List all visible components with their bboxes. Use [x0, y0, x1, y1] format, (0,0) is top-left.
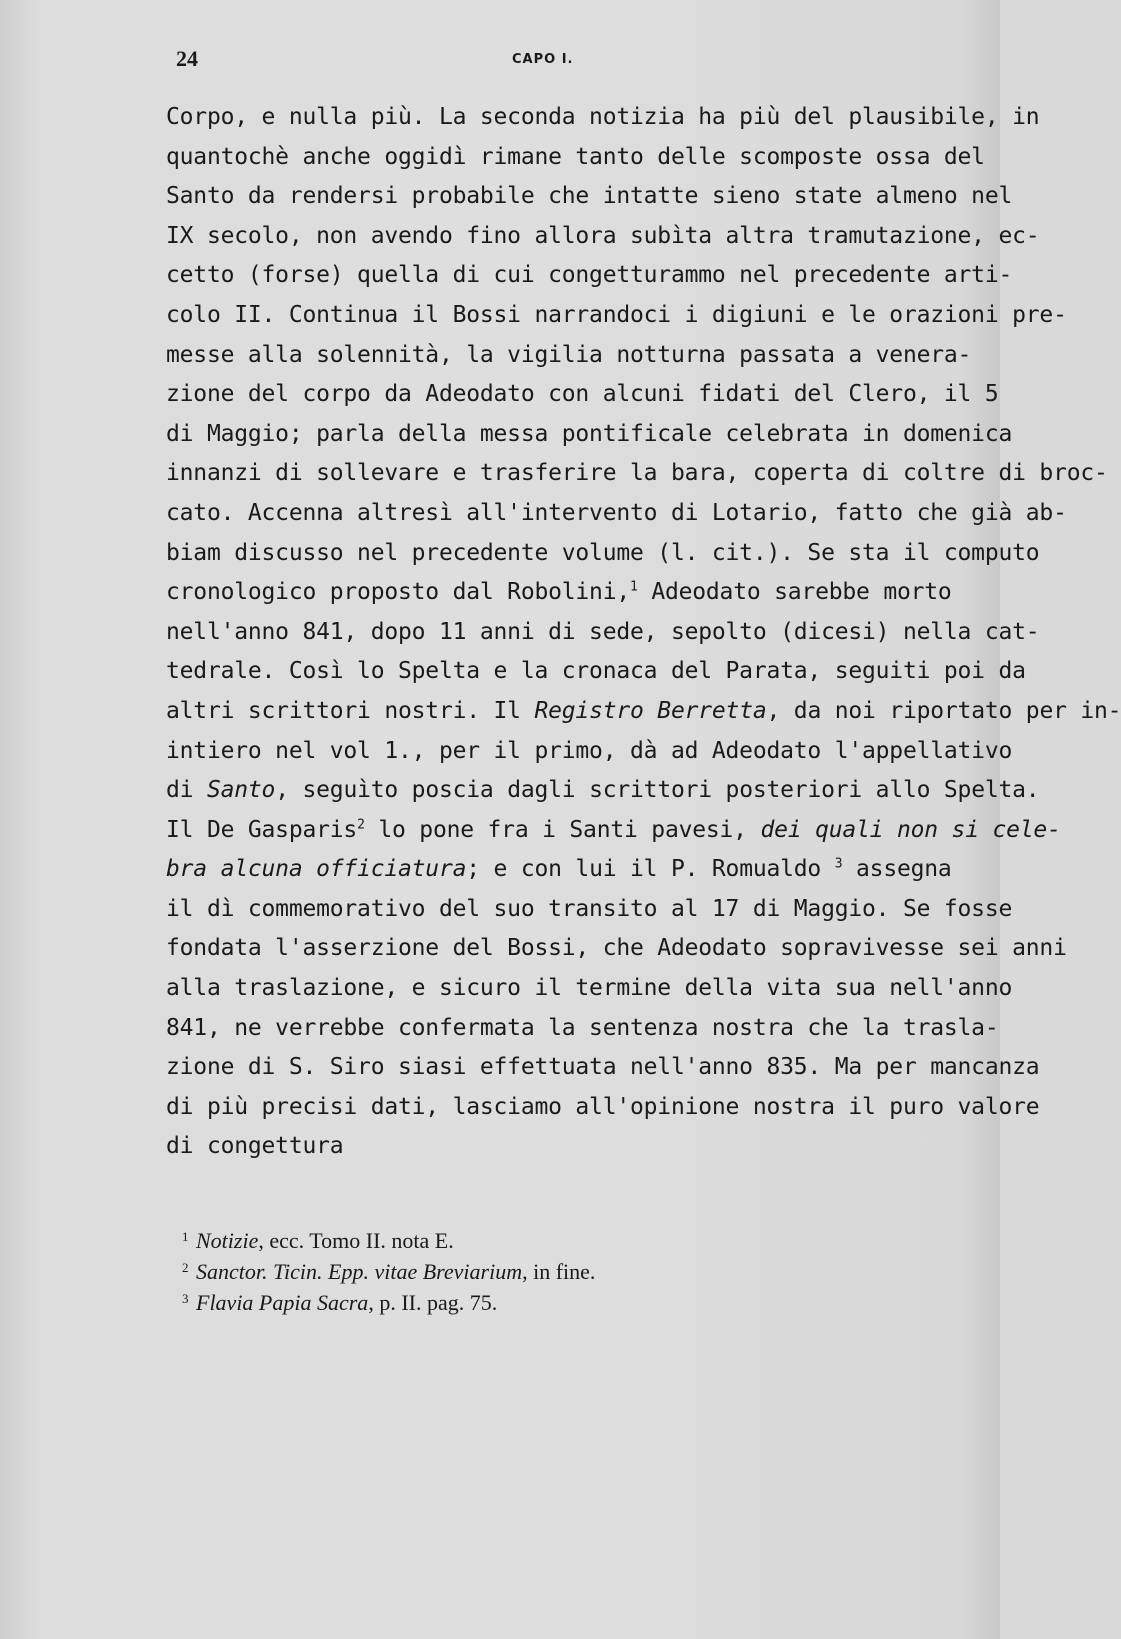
text-line: di Maggio; parla della messa pontificale celebrata in domenica: [166, 420, 1013, 447]
footnote-3: [182, 1287, 796, 1318]
text-line: innanzi di sollevare e trasferire la bara, coperta di coltre di broc-: [166, 460, 1108, 487]
footnote-2: [182, 1256, 796, 1287]
text-line: quantochè anche oggidì rimane tanto delle scomposte ossa del: [166, 143, 985, 170]
italic-phrase: bra alcuna officiatura: [166, 856, 467, 883]
italic-phrase: dei quali non si cele-: [760, 816, 1061, 843]
footnote-mark: 1: [182, 1229, 189, 1244]
text-line: zione di S. Siro siasi effettuata nell'anno 835. Ma per mancanza: [166, 1054, 1040, 1081]
footnote-1: [182, 1225, 796, 1256]
footnote-mark: 2: [182, 1260, 189, 1275]
text-fragment: ; e con lui il P. Romualdo: [466, 856, 822, 883]
text-line: il dì commemorativo del suo transito al 17 di Maggio. Se fosse: [166, 895, 1013, 922]
footnote-mark: 3: [182, 1291, 189, 1306]
text-line: fondata l'asserzione del Bossi, che Adeodato sopravivesse sei anni: [166, 935, 1067, 962]
text-line: [166, 850, 952, 890]
text-fragment: cronologico proposto dal Robolini,: [166, 579, 631, 606]
text-line: tedrale. Così lo Spelta e la cronaca del Parata, seguiti poi da: [166, 658, 1026, 685]
text-line: intiero nel vol 1., per il primo, dà ad Adeodato l'appellativo: [166, 737, 1013, 764]
footnotes: [182, 1225, 796, 1318]
text-line: 841, ne verrebbe confermata la sentenza nostra che la trasla-: [166, 1014, 999, 1041]
italic-title: Registro Berretta: [534, 697, 767, 724]
text-line: cetto (forse) quella di cui congetturammo nel precedente arti-: [166, 262, 1013, 289]
text-line: zione del corpo da Adeodato con alcuni fidati del Clero, il 5: [166, 381, 999, 408]
text-line: colo II. Continua il Bossi narrandoci i digiuni e le orazioni pre-: [166, 301, 1067, 328]
footnote-title: Flavia Papia Sacra: [196, 1290, 369, 1315]
footnote-title: Notizie: [196, 1228, 259, 1253]
footnote-text: , in fine.: [522, 1259, 596, 1284]
text-line: [166, 573, 952, 613]
text-fragment: altri scrittori nostri. Il: [166, 697, 521, 724]
text-line: biam discusso nel precedente volume (l. cit.). Se sta il computo: [166, 539, 1040, 566]
footnote-text: , ecc. Tomo II. nota E.: [258, 1228, 454, 1253]
text-fragment: , seguìto poscia dagli scrittori posteriori allo Spelta.: [275, 777, 1040, 804]
text-line: alla traslazione, e sicuro il termine della vita sua nell'anno: [166, 975, 1013, 1002]
text-line: [166, 811, 1061, 851]
text-line: Santo da rendersi probabile che intatte sieno state almeno nel: [166, 183, 1013, 210]
text-line: [166, 771, 1040, 811]
footnote-text: , p. II. pag. 75.: [368, 1290, 498, 1315]
text-line: [166, 692, 1121, 732]
text-fragment: lo pone fra i Santi pavesi,: [364, 816, 761, 843]
running-head: CAPO I.: [512, 52, 574, 67]
italic-word: Santo: [206, 777, 276, 804]
footnote-ref: 2: [357, 817, 365, 833]
text-line: nell'anno 841, dopo 11 anni di sede, sepolto (dicesi) nella cat-: [166, 618, 1040, 645]
text-line: IX secolo, non avendo fino allora subìta altra tramutazione, ec-: [166, 222, 1040, 249]
page-header: [172, 46, 932, 76]
text-fragment: assegna: [842, 856, 952, 883]
text-line: di congettura: [166, 1133, 344, 1160]
text-line: Corpo, e nulla più. La seconda notizia ha più del plausibile, in: [166, 104, 1040, 130]
text-line: messe alla solennità, la vigilia notturna passata a venera-: [166, 341, 972, 368]
text-fragment: di: [166, 777, 194, 804]
footnote-ref: 1: [630, 579, 638, 595]
footnote-title: Sanctor. Ticin. Epp. vitae Breviarium: [196, 1259, 523, 1284]
text-fragment: Il De Gasparis: [166, 816, 358, 843]
text-fragment: Adeodato sarebbe morto: [651, 579, 952, 606]
footnote-ref: 3: [834, 856, 843, 872]
body-text: [166, 98, 1121, 1167]
text-fragment: , da noi riportato per in-: [766, 697, 1121, 724]
page-number: 24: [176, 46, 198, 71]
text-line: di più precisi dati, lasciamo all'opinione nostra il puro valore: [166, 1093, 1040, 1120]
text-line: cato. Accenna altresì all'intervento di Lotario, fatto che già ab-: [166, 499, 1067, 526]
